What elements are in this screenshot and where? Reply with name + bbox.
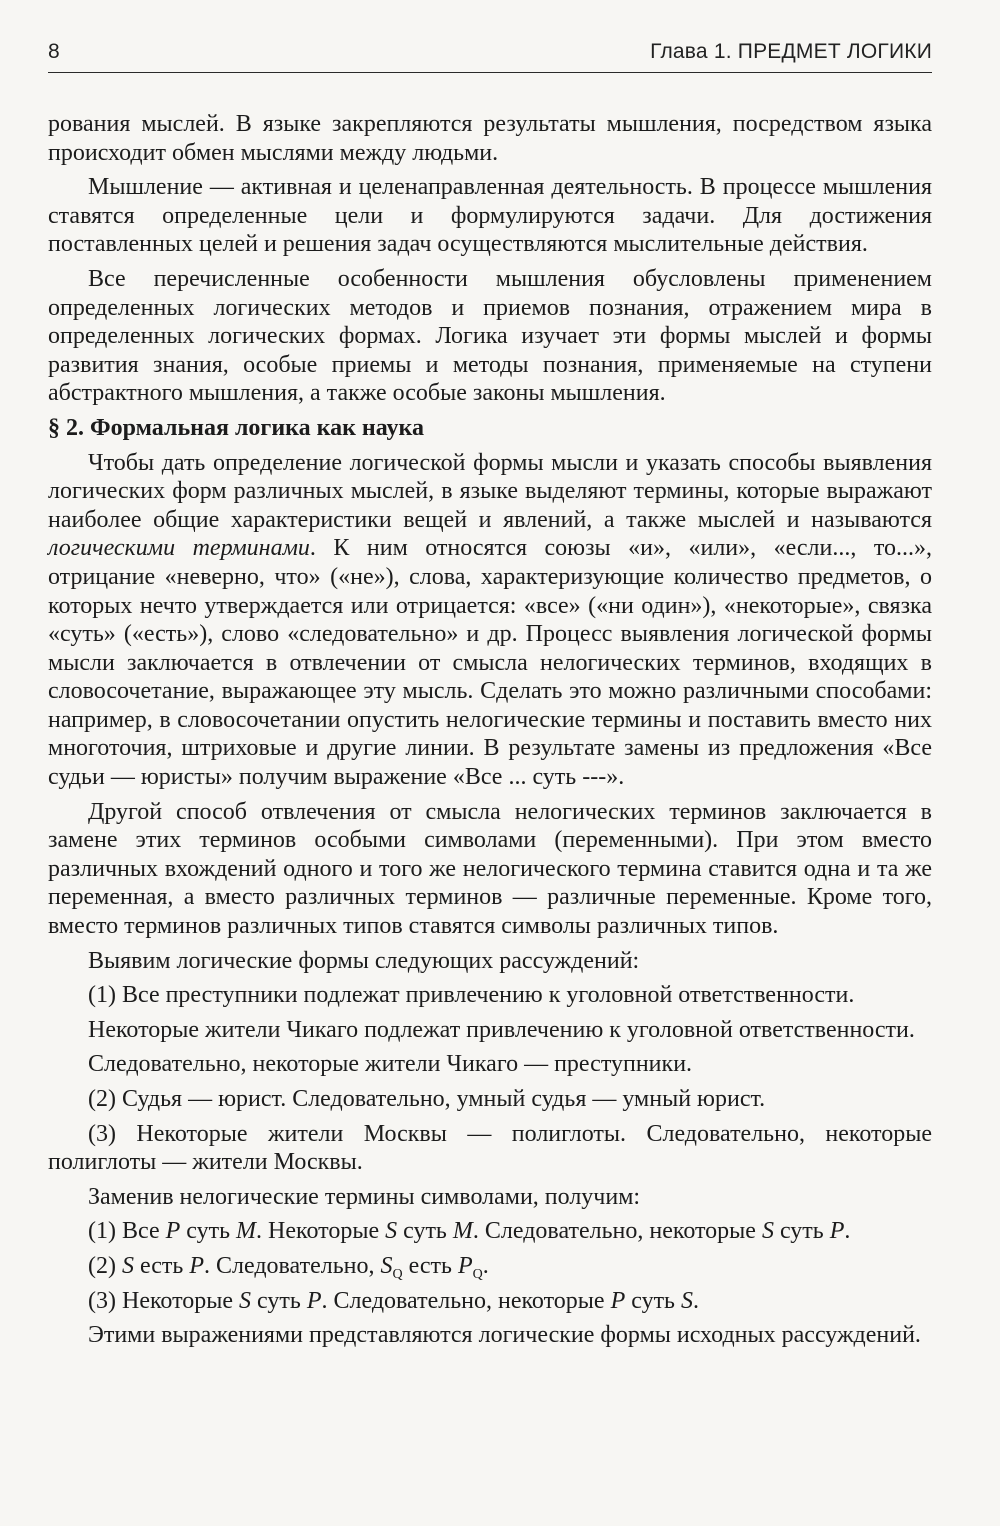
example-1-conclusion: Следовательно, некоторые жители Чикаго — преступники. (88, 1051, 693, 1078)
formula-text: (2) (88, 1252, 122, 1279)
example-2: (2) Судья — юрист. Следовательно, умный судья — умный юрист. (88, 1086, 766, 1112)
paragraph-conclusion: Этими выражениями представляются логические формы исходных рассуждений. (88, 1322, 921, 1349)
formula-text: есть (402, 1252, 458, 1279)
formula-variable: M (236, 1218, 257, 1245)
formula-text: . Некоторые (256, 1218, 386, 1245)
formula-1 (48, 1217, 932, 1246)
chapter-title: Глава 1. ПРЕДМЕТ ЛОГИКИ (650, 40, 932, 63)
formula-text: . Следовательно, некоторые (472, 1218, 762, 1245)
formula-text: суть (180, 1218, 237, 1245)
paragraph-logic-studies: Все перечисленные особенности мышления обусловлены применением определенных логических методов и приемов познания, отражением мира в определенных логических формах. Логика изучает эти формы мыслей и формы развития знания, особые приемы и методы познания, применяемые на ступени абстрактного мышления, а также особые законы мышления. (48, 265, 932, 407)
formula-variable: M (452, 1218, 473, 1245)
formula-text: (1) Все (88, 1218, 166, 1245)
formula-2 (48, 1252, 932, 1281)
paragraph-thinking-activity: Мышление — активная и целенаправленная деятельность. В процессе мышления ставятся определенные цели и формулируются задачи. Для достижения поставленных целей и решения задач осуществляются мыслительные действия. (48, 174, 932, 258)
formula-variable: P (610, 1287, 626, 1314)
italic-term: логическими терминами (48, 535, 310, 562)
formula-text: (3) Некоторые (88, 1287, 240, 1314)
formula-variable: P (829, 1218, 845, 1245)
formula-variable: S (239, 1287, 252, 1314)
page-number: 8 (48, 40, 60, 63)
paragraph-examples-intro: Выявим логические формы следующих рассуждений: (88, 947, 640, 974)
formula-text: суть (625, 1287, 682, 1314)
formula-text: суть (773, 1218, 830, 1245)
formula-variable: S (380, 1252, 393, 1279)
formula-text: суть (397, 1218, 453, 1245)
formula-subscript: Q (392, 1266, 403, 1282)
formula-variable: S (121, 1252, 134, 1279)
formula-variable: S (385, 1218, 398, 1245)
formula-text: . Следовательно, (204, 1252, 381, 1279)
page-body (48, 110, 932, 1356)
formula-3 (48, 1287, 932, 1316)
formula-variable: P (306, 1287, 322, 1314)
text-segment: . К ним относятся союзы «и», «или», «если..., то...», отрицание «неверно, что» («не»), слова, характеризующие количество предметов, о которых нечто утверждается или отрицается: «все» («ни один»), «некоторые», связка «суть» («есть»), слово «следовательно» и др. Процесс выявления логической формы мысли заключается в отвлечении от смысла нелогических терминов, входящих в словосочетание, выражающее эту мысль. Сделать это можно различными способами: например, в словосочетании опустить нелогические термины и поставить вместо них многоточия, штриховые и другие линии. В результате замены из предложения «Все судьи — юристы» получим выражение «Все ... суть ---». (48, 535, 933, 791)
running-head (48, 36, 932, 73)
paragraph-logical-terms (48, 449, 932, 792)
formula-text: суть (251, 1287, 307, 1314)
formula-text: . (482, 1252, 489, 1279)
formula-variable: S (681, 1287, 694, 1314)
formula-text: есть (133, 1252, 190, 1279)
example-1-premise-2: Некоторые жители Чикаго подлежат привлечению к уголовной ответственности. (88, 1016, 915, 1043)
text-segment: Чтобы дать определение логической формы мысли и указать способы выявления логических форм различных мыслей, в языке выделяют термины, которые выражают наиболее общие характеристики вещей и явлений, а также мыслей и называются (48, 449, 932, 533)
formula-variable: P (189, 1252, 204, 1279)
section-heading: § 2. Формальная логика как наука (48, 414, 424, 441)
formula-variable: P (165, 1218, 181, 1245)
formula-subscript: Q (472, 1266, 483, 1282)
paragraph-continuation: рования мыслей. В языке закрепляются результаты мышления, посредством языка происходит обмен мыслями между людьми. (48, 111, 932, 166)
paragraph-symbol-substitution: Другой способ отвлечения от смысла нелогических терминов заключается в замене этих терминов особыми символами (переменными). При этом вместо различных вхождений одного и того же нелогического термина ставится одна и та же переменная, а вместо различных терминов — различные переменные. Кроме того, вместо терминов различных типов ставятся символы различных типов. (48, 798, 932, 940)
formula-text: . (693, 1287, 700, 1314)
formula-text: . (844, 1218, 851, 1245)
paragraph-substitution-intro: Заменив нелогические термины символами, получим: (88, 1183, 641, 1210)
formula-text: . Следовательно, некоторые (321, 1287, 611, 1314)
formula-variable: S (761, 1218, 774, 1245)
formula-variable: P (457, 1252, 473, 1279)
example-1-premise-1: (1) Все преступники подлежат привлечению к уголовной ответственности. (88, 982, 855, 1009)
example-3: (3) Некоторые жители Москвы — полиглоты. Следовательно, некоторые полиглоты — жители Москвы. (48, 1120, 932, 1176)
